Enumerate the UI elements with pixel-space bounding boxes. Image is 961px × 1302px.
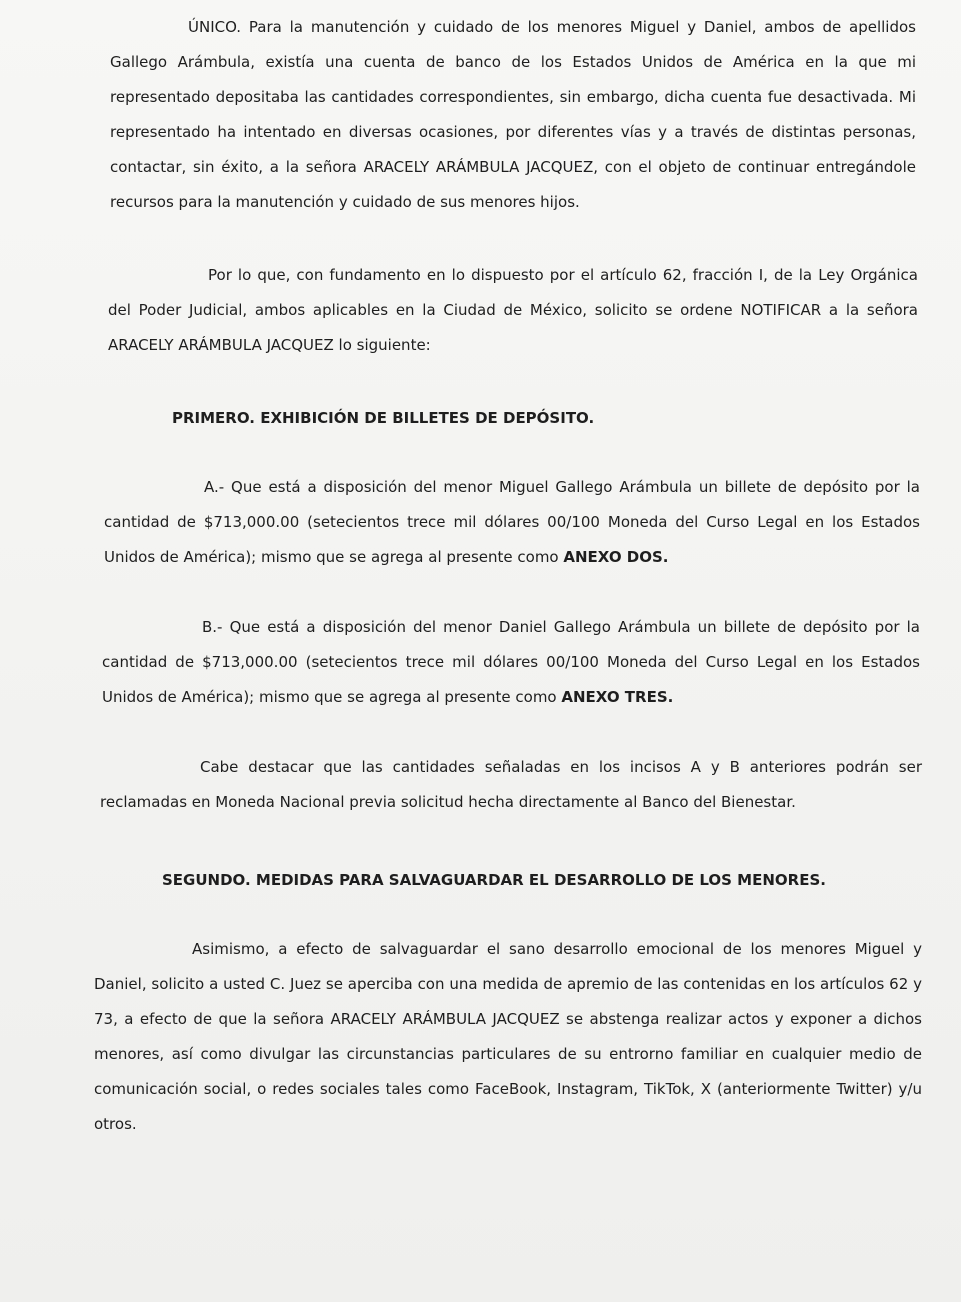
paragraph-unico: ÚNICO. Para la manutención y cuidado de los menores Miguel y Daniel, ambos de apellidos Gallego Arámbula, existía una cuenta de banco de los Estados Unidos de América en la que mi representado depositaba las cantidades correspondientes, sin embargo, dicha cuenta fue desactivada. Mi representado ha intentado en diversas ocasiones, por diferentes vías y a través de distintas personas, contactar, sin éxito, a la señora ARACELY ARÁMBULA JACQUEZ, con el objeto de continuar entregándole recursos para la manutención y cuidado de sus menores hijos. <box>110 18 916 211</box>
heading-segundo: SEGUNDO. MEDIDAS PARA SALVAGUARDAR EL DESARROLLO DE LOS MENORES. <box>162 871 826 889</box>
anexo-tres-label: ANEXO TRES. <box>561 688 674 706</box>
paragraph-inciso-a-text: A.- Que está a disposición del menor Miguel Gallego Arámbula un billete de depósito por la cantidad de $713,000.00 (setecientos trece mil dólares 00/100 Moneda del Curso Legal en los Estados Unidos de América); mismo que se agrega al presente como <box>104 478 920 566</box>
anexo-dos-label: ANEXO DOS. <box>563 548 669 566</box>
paragraph-inciso-a <box>104 470 920 575</box>
heading-primero: PRIMERO. EXHIBICIÓN DE BILLETES DE DEPÓSITO. <box>172 409 595 427</box>
paragraph-cabe-destacar: Cabe destacar que las cantidades señaladas en los incisos A y B anteriores podrán ser reclamadas en Moneda Nacional previa solicitud hecha directamente al Banco del Bienestar. <box>100 758 922 811</box>
paragraph-asimismo: Asimismo, a efecto de salvaguardar el sano desarrollo emocional de los menores Miguel y Daniel, solicito a usted C. Juez se aperciba con una medida de apremio de las contenidas en los artículos 62 y 73, a efecto de que la señora ARACELY ARÁMBULA JACQUEZ se abstenga realizar actos y exponer a dichos menores, así como divulgar las circunstancias particulares de su entrorno familiar en cualquier medio de comunicación social, o redes sociales tales como FaceBook, Instagram, TikTok, X (anteriormente Twitter) y/u otros. <box>94 940 922 1133</box>
paragraph-inciso-b-text: B.- Que está a disposición del menor Daniel Gallego Arámbula un billete de depósito por la cantidad de $713,000.00 (setecientos trece mil dólares 00/100 Moneda del Curso Legal en los Estados Unidos de América); mismo que se agrega al presente como <box>102 618 920 706</box>
paragraph-fundamento: Por lo que, con fundamento en lo dispuesto por el artículo 62, fracción I, de la Ley Orgánica del Poder Judicial, ambos aplicables en la Ciudad de México, solicito se ordene NOTIFICAR a la señora ARACELY ARÁMBULA JACQUEZ lo siguiente: <box>108 266 918 354</box>
paragraph-inciso-b <box>102 610 920 715</box>
